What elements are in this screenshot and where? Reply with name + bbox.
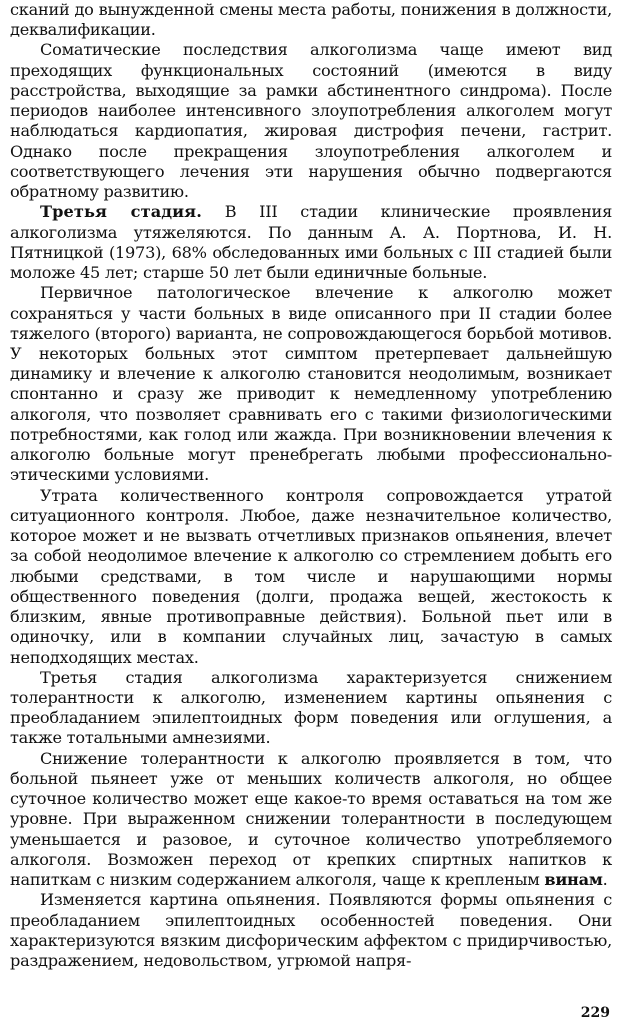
paragraph-tolerance-decrease-text: Снижение толерантности к алкоголю проявляется в том, что больной пьянеет уже от меньших количеств алкоголя, но общее суточное количество может еще какое-то время оставаться на том же уровне. При выраженном снижении толерантности в последующем уменьшается и разовое, и суточное количество употребляемого алкоголя. Возможен переход от крепких спиртных напитков к напиткам с низким содержанием алкоголя, чаще к крепленым [10, 748, 612, 890]
paragraph-tolerance-decrease [10, 749, 612, 891]
paragraph-tolerance-overview: Третья стадия алкоголизма характеризуется снижением толерантности к алкоголю, изменением картины опьянения с преобладанием эпилептоидных форм поведения или оглушения, а также тотальными амнезиями. [10, 667, 612, 748]
emphasized-word-wines: винам [544, 870, 603, 890]
paragraph-1-continuation: сканий до вынужденной смены места работы, понижения в должности, деквалификации. [10, 0, 612, 40]
paragraph-tolerance-decrease-end: . [602, 870, 608, 890]
section-heading-third-stage: Третья стадия. [40, 202, 202, 222]
paragraph-third-stage [10, 202, 612, 283]
body-text [10, 0, 612, 971]
paragraph-third-stage-text: В III стадии клинические проявления алкоголизма утяжеляются. По данным А. А. Портнова, И. Н. Пятницкой (1973), 68% обследованных ими больных с III стадией были моложе 45 лет; старше 50 лет были единичные больные. [10, 202, 612, 283]
paragraph-somatic-consequences: Соматические последствия алкоголизма чаще имеют вид преходящих функциональных состояний (имеются в виду расстройства, выходящие за рамки абстинентного синдрома). После периодов наиболее интенсивного злоупотребления алкоголем могут наблюдаться кардиопатия, жировая дистрофия печени, гастрит. Однако после прекращения злоупотребления алкоголем и соответствующего лечения эти нарушения обычно подвергаются обратному развитию. [10, 40, 612, 202]
paragraph-primary-craving: Первичное патологическое влечение к алкоголю может сохраняться у части больных в виде описанного при II стадии более тяжелого (второго) варианта, не сопровождающегося борьбой мотивов. У некоторых больных этот симптом претерпевает дальнейшую динамику и влечение к алкоголю становится неодолимым, возникает спонтанно и сразу же приводит к немедленному употреблению алкоголя, что позволяет сравнивать его с такими физиологическими потребностями, как голод или жажда. При возникновении влечения к алкоголю больные могут пренебрегать любыми профессионально-этическими условиями. [10, 283, 612, 485]
paragraph-intoxication-picture: Изменяется картина опьянения. Появляются формы опьянения с преобладанием эпилептоидных особенностей поведения. Они характеризуются вязким дисфорическим аффектом с придирчивостью, раздражением, недовольством, угрюмой напря- [10, 890, 612, 971]
paragraph-loss-of-control: Утрата количественного контроля сопровождается утратой ситуационного контроля. Любое, даже незначительное количество, которое может и не вызвать отчетливых признаков опьянения, влечет за собой неодолимое влечение к алкоголю со стремлением добыть его любыми средствами, в том числе и нарушающими нормы общественного поведения (долги, продажа вещей, жестокость к близким, явные противоправные действия). Больной пьет или в одиночку, или в компании случайных лиц, зачастую в самых неподходящих местах. [10, 485, 612, 667]
page-number: 229 [580, 1005, 610, 1021]
